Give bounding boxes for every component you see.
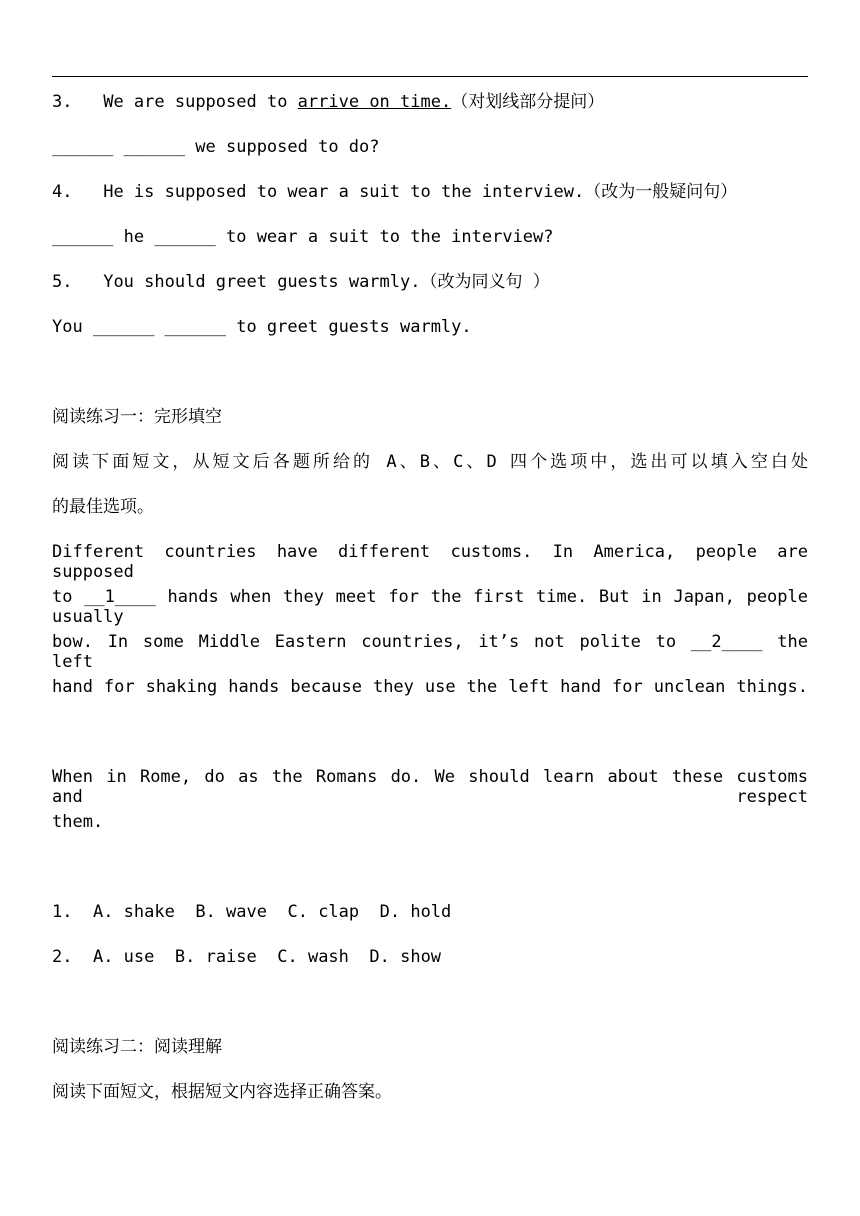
passage-line: hand for shaking hands because they use the left hand for unclean things.: [52, 677, 808, 697]
question-number: 3.: [52, 92, 73, 112]
question-number: 4.: [52, 182, 73, 202]
question-text: He is supposed to wear a suit to the interview.: [103, 182, 585, 202]
passage-line: Different countries have different customs. In America, people are supposed: [52, 542, 808, 582]
cloze-instruction-cont: 的最佳选项。: [52, 497, 154, 517]
cloze-heading: 阅读练习一：完形填空: [52, 407, 222, 427]
question-instruction: （改为同义句 ）: [420, 272, 550, 292]
question-4: [52, 182, 737, 202]
question-text: You should greet guests warmly.: [103, 272, 421, 292]
reading-heading: 阅读练习二：阅读理解: [52, 1037, 222, 1057]
option-row-1: [52, 902, 451, 922]
answer-line-5: You ______ ______ to greet guests warmly.: [52, 317, 472, 337]
option-d: D. hold: [379, 902, 452, 922]
cloze-instruction: 阅读下面短文，从短文后各题所给的 A、B、C、D 四个选项中，选出可以填入空白处: [52, 452, 808, 472]
question-3: [52, 92, 604, 112]
answer-line-4: ______ he ______ to wear a suit to the interview?: [52, 227, 554, 247]
reading-instruction: 阅读下面短文，根据短文内容选择正确答案。: [52, 1082, 392, 1102]
question-number: 5.: [52, 272, 73, 292]
option-d: D. show: [369, 947, 442, 967]
option-a: A. use: [92, 947, 155, 967]
passage-line: to __1____ hands when they meet for the first time. But in Japan, people usually: [52, 587, 808, 627]
option-a: A. shake: [92, 902, 175, 922]
header-rule: [52, 76, 808, 77]
underlined-phrase: arrive on time.: [297, 92, 452, 112]
option-b: B. raise: [174, 947, 257, 967]
option-number: 2.: [52, 947, 73, 967]
option-number: 1.: [52, 902, 73, 922]
passage-line: them.: [52, 812, 104, 832]
answer-line-3: ______ ______ we supposed to do?: [52, 137, 380, 157]
question-instruction: （对划线部分提问）: [451, 92, 605, 112]
question-instruction: （改为一般疑问句）: [584, 182, 738, 202]
question-text: We are supposed to: [103, 92, 298, 112]
option-b: B. wave: [195, 902, 267, 922]
question-5: [52, 272, 550, 292]
option-row-2: [52, 947, 441, 967]
passage-line: When in Rome, do as the Romans do. We should learn about these customs and respect: [52, 767, 808, 807]
passage-line: bow. In some Middle Eastern countries, it’s not polite to __2____ the left: [52, 632, 808, 672]
option-c: C. wash: [277, 947, 349, 967]
option-c: C. clap: [287, 902, 360, 922]
